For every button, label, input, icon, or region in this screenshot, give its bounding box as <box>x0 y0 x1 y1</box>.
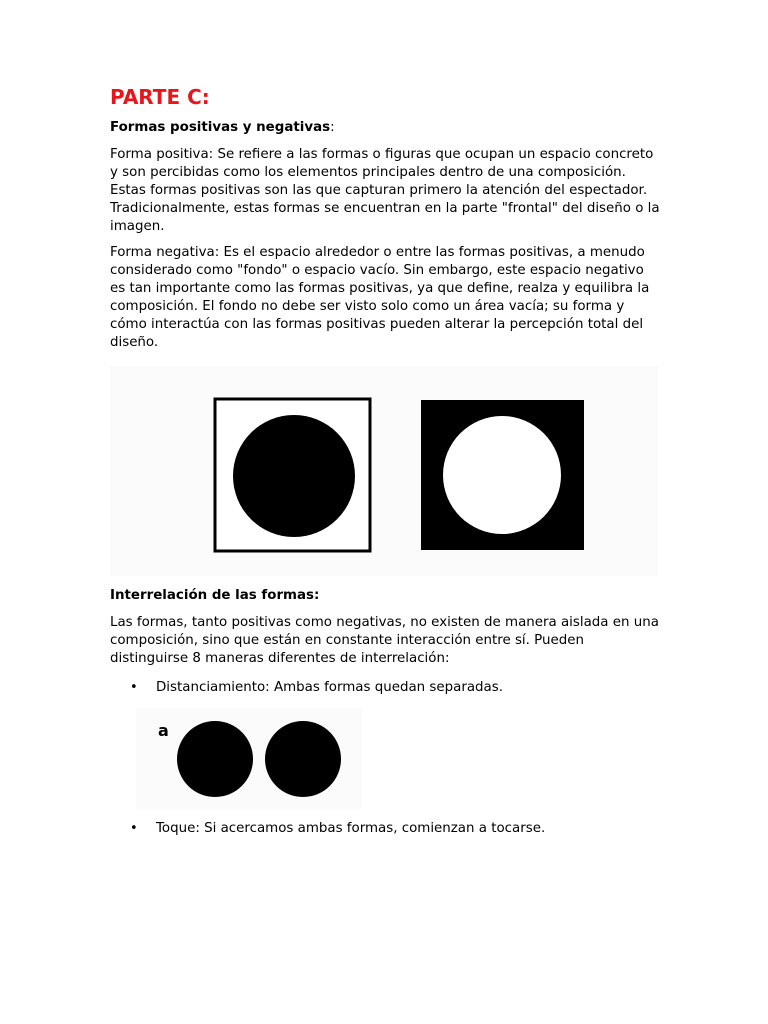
positive-negative-figure <box>110 366 658 576</box>
section-heading-interrelation: Interrelación de las formas: <box>110 588 320 603</box>
page-title: PARTE C: <box>110 85 210 109</box>
paragraph-interrelation: Las formas, tanto positivas como negativas, no existen de manera aislada en una composición, sino que están en constante interacción entre sí. Pueden distinguirse 8 maneras diferentes de interrelación: <box>110 615 659 666</box>
bullet-marker: • <box>130 680 138 695</box>
negative-white-circle <box>443 416 561 534</box>
paragraph-positive-form: Forma positiva: Se refiere a las formas o figuras que ocupan un espacio concreto y son percibidas como los elementos principales dentro de una composición. Estas formas positivas son las que capturan primero la atención del espectador. Tradicionalmente, estas formas se encuentran en la parte "frontal" del diseño o la imagen. <box>110 147 660 234</box>
list-item-text: Toque: Si acercamos ambas formas, comienzan a tocarse. <box>156 821 546 836</box>
distancing-circle-left <box>177 721 253 797</box>
section-heading-text: Formas positivas y negativas <box>110 120 331 135</box>
bullet-marker: • <box>130 821 138 836</box>
section-heading-shapes <box>110 119 662 137</box>
distancing-figure <box>136 707 362 809</box>
section-interrelation <box>110 587 662 676</box>
section-heading-colon: : <box>330 120 335 135</box>
list-item-text: Distanciamiento: Ambas formas quedan separadas. <box>156 680 503 695</box>
figure-a-label: a <box>158 721 169 740</box>
distancing-circle-right <box>265 721 341 797</box>
paragraph-negative-form: Forma negativa: Es el espacio alrededor o entre las formas positivas, a menudo considerado como "fondo" o espacio vacío. Sin embargo, este espacio negativo es tan importante como las formas positivas, ya que define, realza y equilibra la composición. El fondo no debe ser visto solo como un área vacía; su forma y cómo interactúa con las formas positivas pueden alterar la percepción total del diseño. <box>110 245 650 350</box>
document-page <box>110 84 662 360</box>
positive-black-circle <box>233 415 355 537</box>
